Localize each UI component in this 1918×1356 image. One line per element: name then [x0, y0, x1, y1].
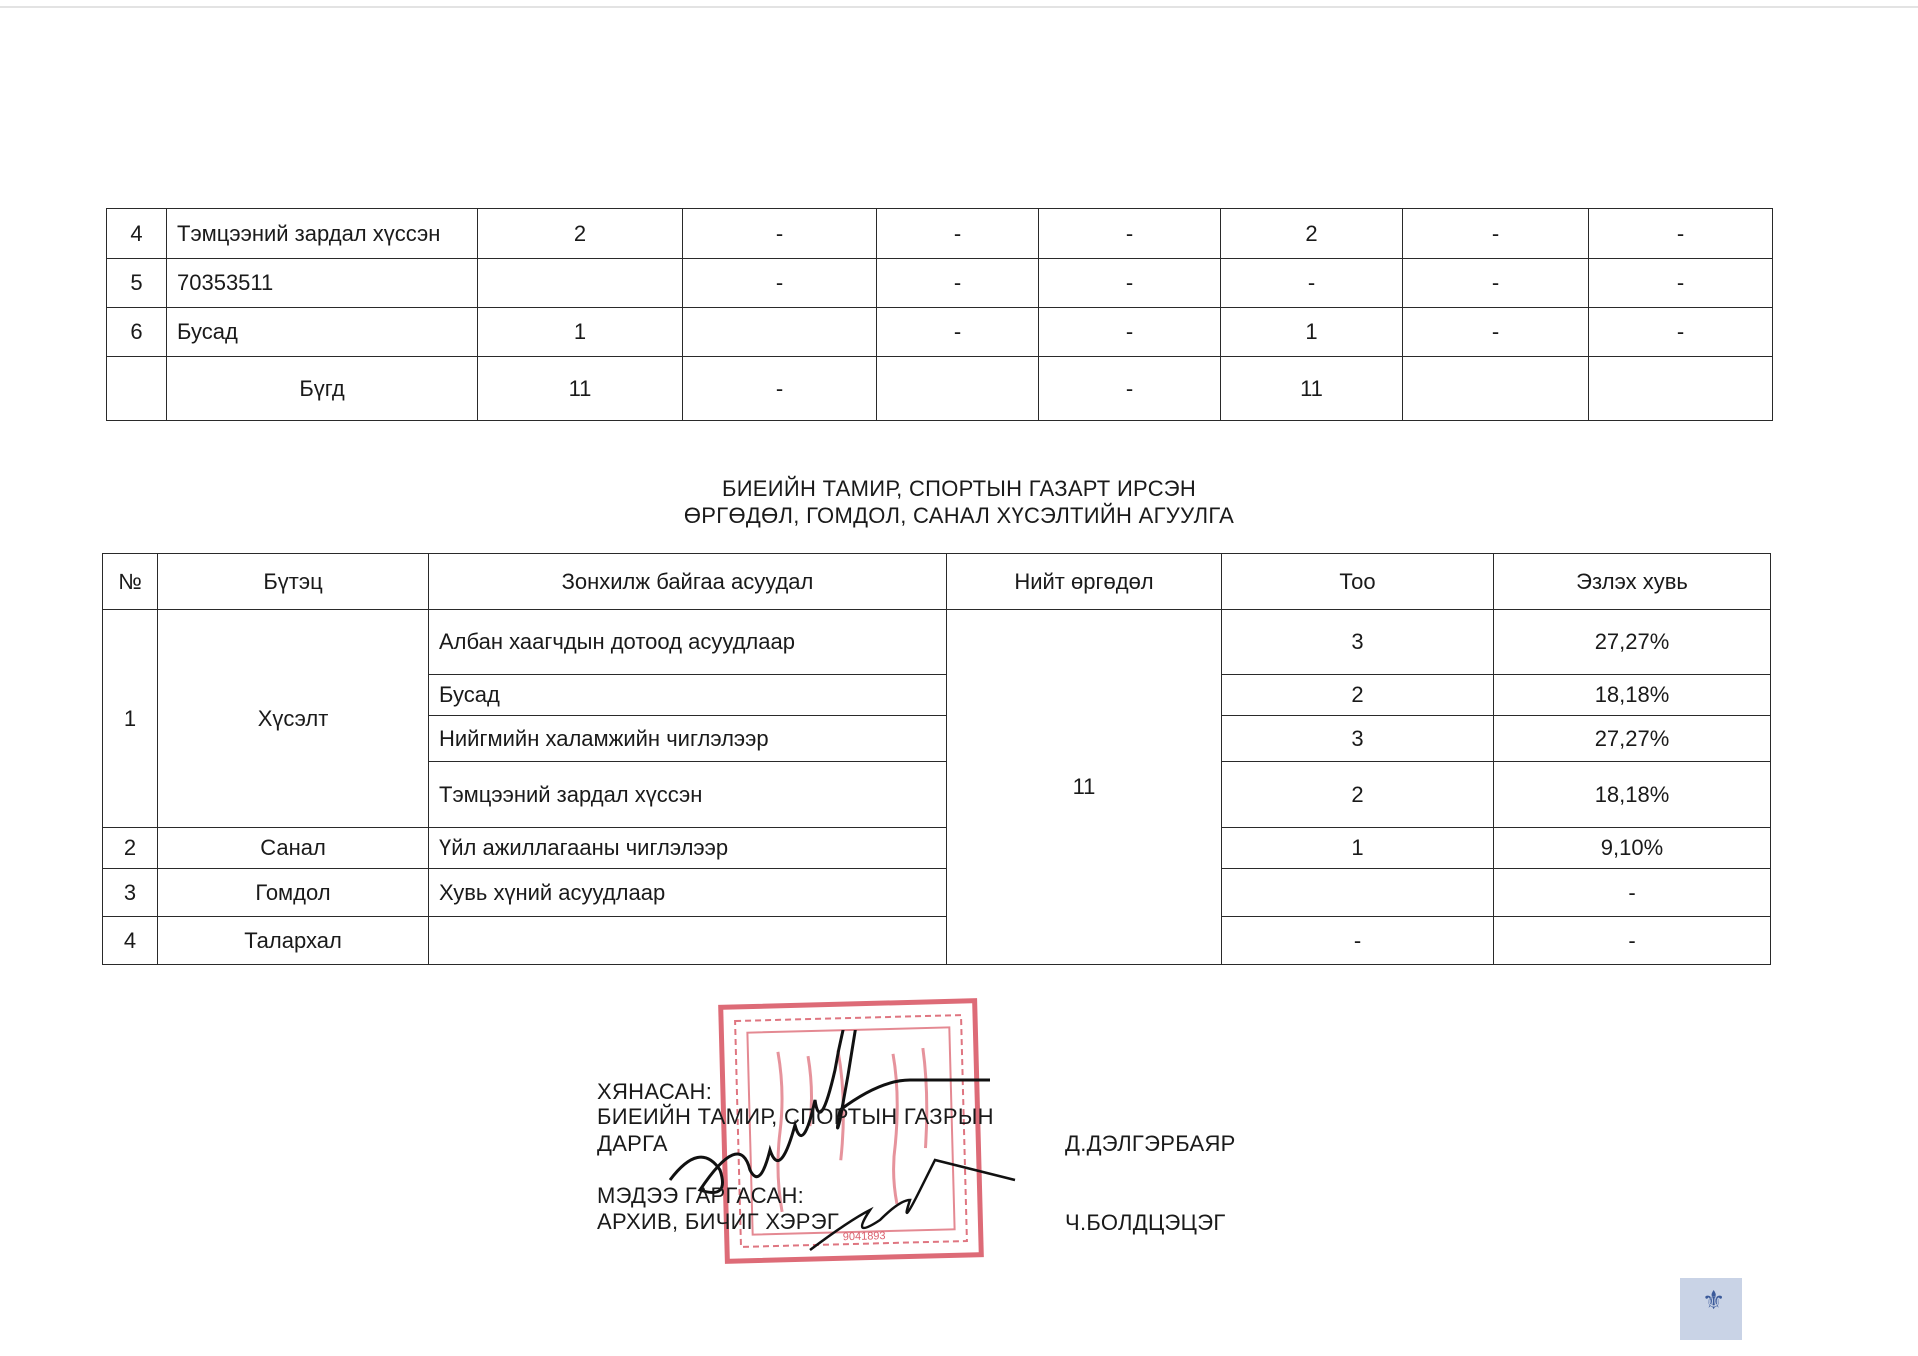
table-row — [107, 308, 1773, 357]
row-type: Талархал — [158, 917, 429, 965]
cell: 2 — [1221, 209, 1403, 259]
cell: - — [877, 308, 1039, 357]
table-row — [103, 869, 1771, 917]
cell: 1 — [478, 308, 683, 357]
row-share: 9,10% — [1494, 828, 1771, 869]
row-share: 27,27% — [1494, 610, 1771, 675]
preparer-title: АРХИВ, БИЧИГ ХЭРЭГ — [597, 1209, 840, 1234]
table-row — [107, 259, 1773, 308]
cell: - — [1403, 308, 1589, 357]
column-header: Эзлэх хувь — [1494, 554, 1771, 610]
content-table — [102, 553, 1771, 965]
cell: - — [1039, 357, 1221, 421]
row-count: 3 — [1222, 610, 1494, 675]
table-row — [107, 209, 1773, 259]
cell: - — [1403, 259, 1589, 308]
row-issue: Үйл ажиллагааны чиглэлээр — [429, 828, 947, 869]
row-count: 2 — [1222, 675, 1494, 716]
table-row — [103, 917, 1771, 965]
page-top-border — [0, 6, 1918, 8]
cell: - — [1039, 259, 1221, 308]
row-issue: Нийгмийн халамжийн чиглэлээр — [429, 716, 947, 762]
row-number: 1 — [103, 610, 158, 828]
column-header: Зонхилж байгаа асуудал — [429, 554, 947, 610]
table-row — [103, 828, 1771, 869]
row-share: 18,18% — [1494, 762, 1771, 828]
row-name: Тэмцээний зардал хүссэн — [167, 209, 478, 259]
row-type: Санал — [158, 828, 429, 869]
row-type: Гомдол — [158, 869, 429, 917]
cell — [107, 357, 167, 421]
cell — [478, 259, 683, 308]
summary-table — [106, 208, 1773, 421]
row-count: 1 — [1222, 828, 1494, 869]
section-title-line1: БИЕИЙН ТАМИР, СПОРТЫН ГАЗАРТ ИРСЭН — [721, 476, 1197, 501]
row-name: Бусад — [167, 308, 478, 357]
column-header: Бүтэц — [158, 554, 429, 610]
table-row — [103, 610, 1771, 675]
row-number: 2 — [103, 828, 158, 869]
row-share: 27,27% — [1494, 716, 1771, 762]
row-name: 70353511 — [167, 259, 478, 308]
row-count: - — [1222, 917, 1494, 965]
row-issue: Бусад — [429, 675, 947, 716]
cell: - — [1589, 209, 1773, 259]
reviewer-name: Д.ДЭЛГЭРБАЯР — [1065, 1131, 1236, 1156]
table-header-row — [103, 554, 1771, 610]
reviewed-label: ХЯНАСАН: — [597, 1079, 713, 1104]
cell — [1589, 357, 1773, 421]
row-number: 3 — [103, 869, 158, 917]
row-share: 18,18% — [1494, 675, 1771, 716]
preparer-name: Ч.БОЛДЦЭЦЭГ — [1065, 1210, 1226, 1235]
cell: - — [683, 259, 877, 308]
row-share: - — [1494, 869, 1771, 917]
total-row — [107, 357, 1773, 421]
cell: - — [1589, 308, 1773, 357]
row-number: 4 — [107, 209, 167, 259]
cell: 11 — [478, 357, 683, 421]
row-issue: Хувь хүний асуудлаар — [429, 869, 947, 917]
cell: 1 — [1221, 308, 1403, 357]
cell: - — [683, 209, 877, 259]
row-issue: Тэмцээний зардал хүссэн — [429, 762, 947, 828]
prepared-label: МЭДЭЭ ГАРГАСАН: — [597, 1183, 805, 1208]
total-label: Бүгд — [167, 357, 478, 421]
cell: - — [1039, 209, 1221, 259]
cell — [1403, 357, 1589, 421]
row-issue: Албан хаагчдын дотоод асуудлаар — [429, 610, 947, 675]
reviewer-org: БИЕИЙН ТАМИР, СПОРТЫН ГАЗРЫН — [597, 1104, 994, 1129]
row-share: - — [1494, 917, 1771, 965]
cell: - — [877, 259, 1039, 308]
cell: - — [1039, 308, 1221, 357]
column-header: № — [103, 554, 158, 610]
row-count: 2 — [1222, 762, 1494, 828]
cell: - — [1589, 259, 1773, 308]
cell: 2 — [478, 209, 683, 259]
row-issue — [429, 917, 947, 965]
cell: - — [877, 209, 1039, 259]
column-header: Тоо — [1222, 554, 1494, 610]
column-header: Нийт өргөдөл — [947, 554, 1222, 610]
emblem-icon: ⚜ — [1702, 1285, 1726, 1315]
section-title-line2: ӨРГӨДӨЛ, ГОМДОЛ, САНАЛ ХҮСЭЛТИЙН АГУУЛГА — [683, 503, 1235, 528]
cell: - — [1403, 209, 1589, 259]
row-type: Хүсэлт — [158, 610, 429, 828]
cell — [683, 308, 877, 357]
row-number: 6 — [107, 308, 167, 357]
reviewer-title: ДАРГА — [597, 1131, 668, 1156]
cell — [877, 357, 1039, 421]
total-applications: 11 — [947, 610, 1222, 965]
row-count — [1222, 869, 1494, 917]
row-number: 4 — [103, 917, 158, 965]
row-number: 5 — [107, 259, 167, 308]
stamp-number: 9041893 — [842, 1230, 886, 1244]
cell: - — [1221, 259, 1403, 308]
row-count: 3 — [1222, 716, 1494, 762]
cell: 11 — [1221, 357, 1403, 421]
cell: - — [683, 357, 877, 421]
